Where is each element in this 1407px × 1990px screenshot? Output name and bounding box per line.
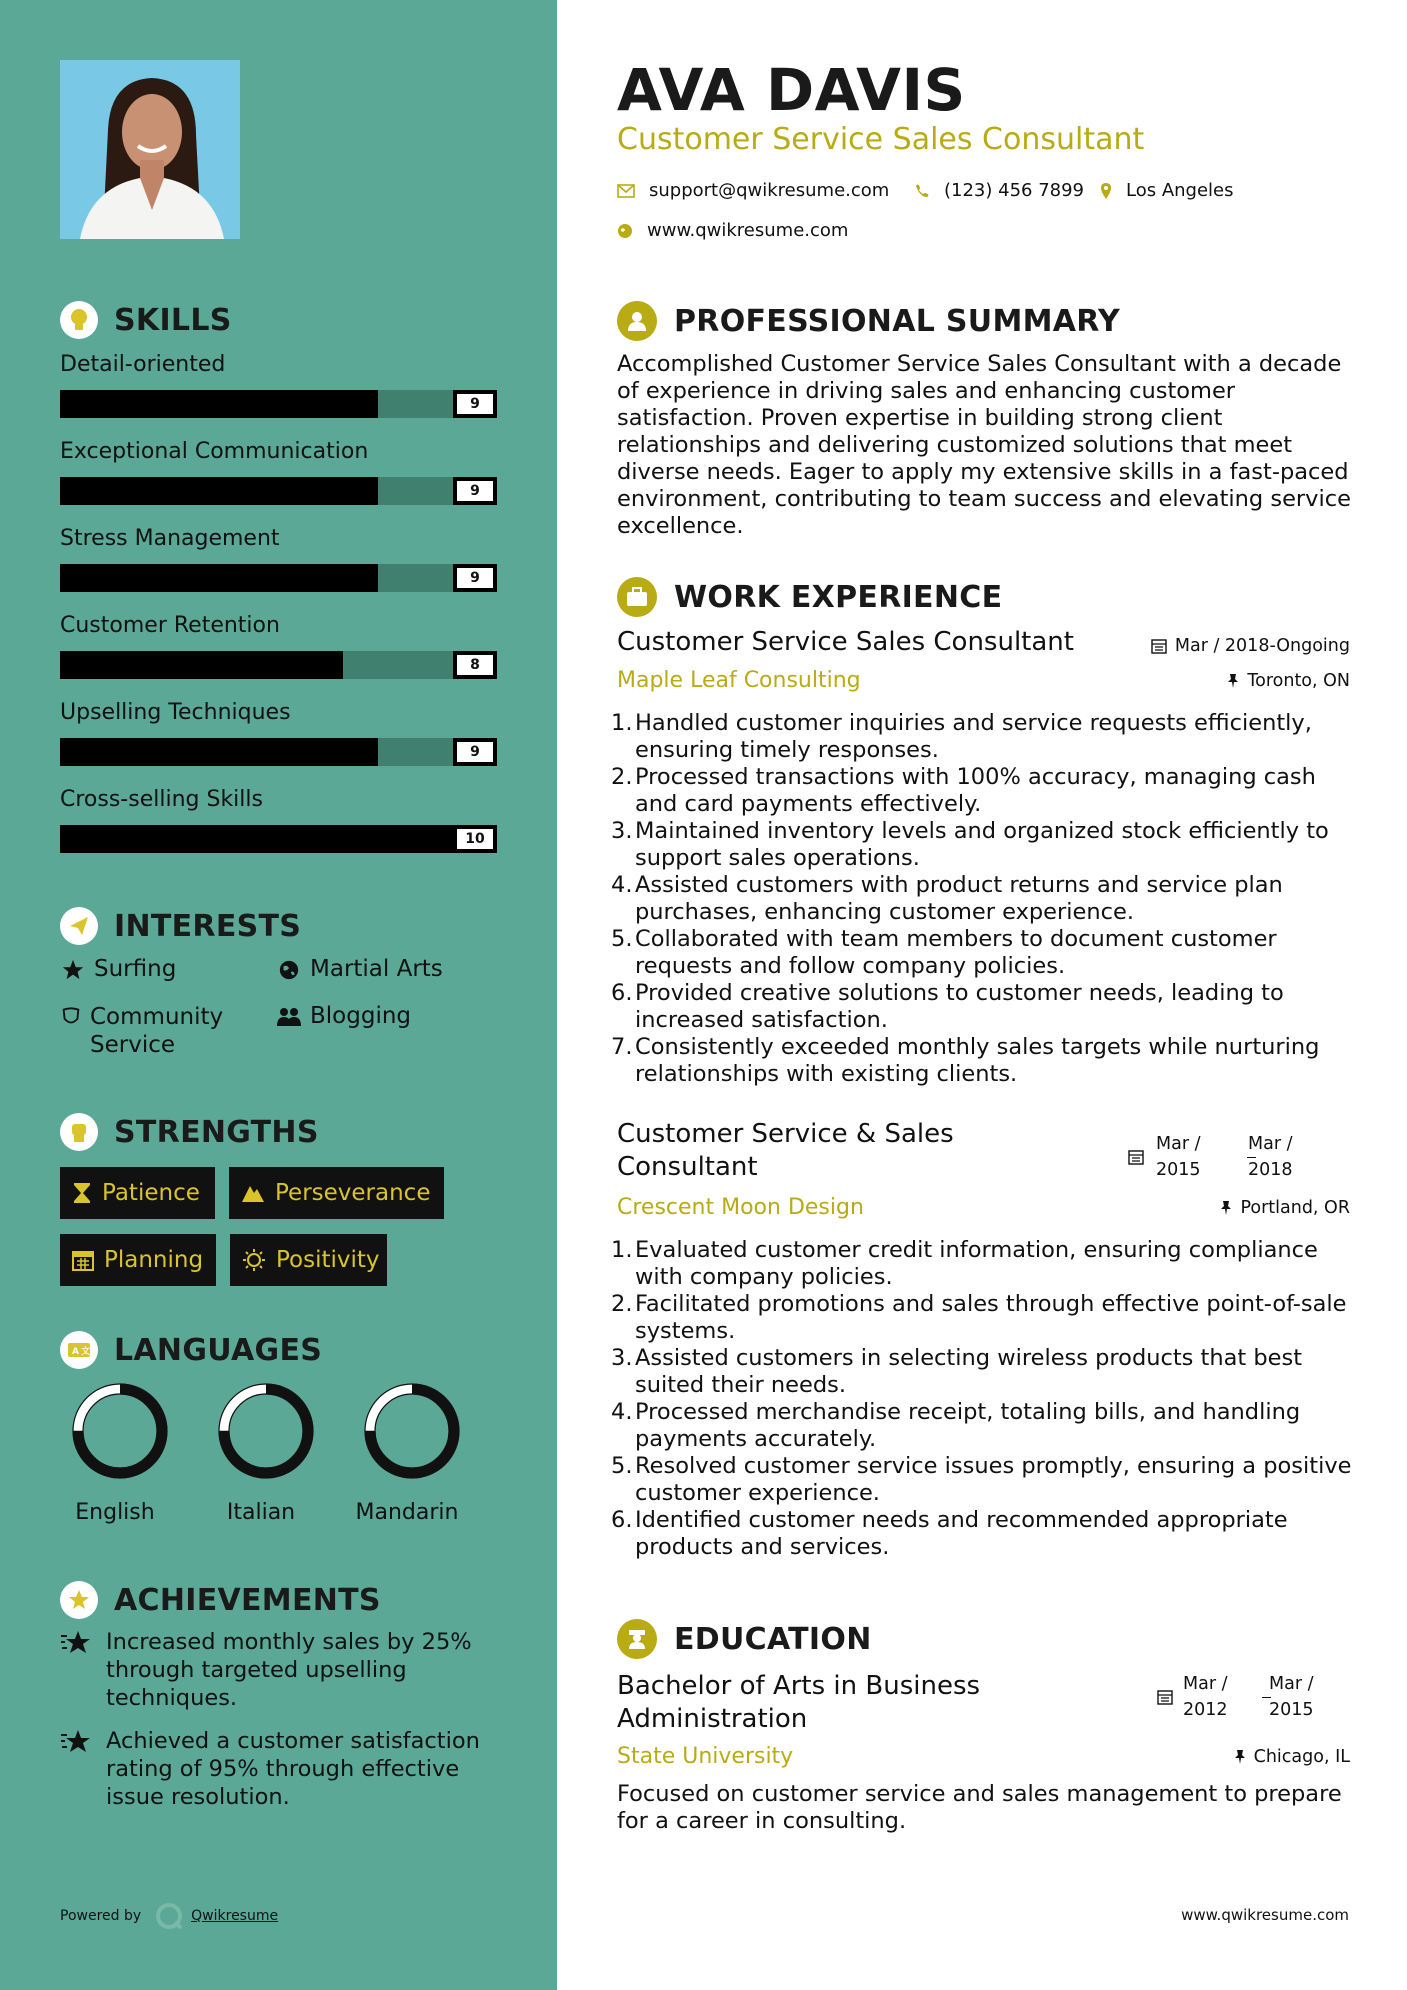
lightbulb-icon [60, 301, 98, 339]
education-text: Focused on customer service and sales management to prepare for a career in consulting. [617, 1781, 1342, 1834]
job-bullet-list [611, 710, 1356, 1088]
pin-icon [1220, 1200, 1232, 1216]
degree-title: Bachelor of Arts in Business Administration [617, 1671, 981, 1734]
paper-plane-icon [60, 907, 98, 945]
job-bullet: Collaborated with team members to document customer requests and follow company policies. [635, 926, 1277, 979]
skill-bar [60, 477, 497, 505]
shield-icon [60, 1003, 82, 1028]
job-bullet: Maintained inventory levels and organized stock efficiently to support sales operations. [635, 818, 1329, 871]
strength-badge: Perseverance [229, 1167, 444, 1219]
skill-score-badge [453, 651, 497, 679]
svg-text:文: 文 [81, 1347, 91, 1357]
job-location: Portland, OR [1220, 1198, 1350, 1218]
job-title: Customer Service Sales Consultant [617, 627, 1074, 657]
job-bullet: Identified customer needs and recommended appropriate products and services. [635, 1507, 1288, 1560]
strength-badge: Planning [60, 1234, 216, 1286]
language-ring [347, 1371, 477, 1495]
strength-badge: Positivity [230, 1234, 387, 1286]
skill-bar-fill [60, 651, 343, 679]
strength-badge: Patience [60, 1167, 215, 1219]
skill-bar [60, 390, 497, 418]
user-icon [617, 301, 657, 341]
language-name: English [75, 1500, 155, 1525]
powered-by: Powered by Qwikresume [60, 1902, 278, 1930]
map-pin-icon [1100, 182, 1112, 200]
job-bullet: Processed merchandise receipt, totaling bills, and handling payments accurately. [635, 1399, 1301, 1452]
school-name: State University [617, 1744, 794, 1769]
users-icon [276, 1003, 302, 1028]
skill-score-badge [453, 825, 497, 853]
summary-heading: PROFESSIONAL SUMMARY [617, 301, 1120, 341]
phone-icon [914, 183, 930, 199]
interest-item: Blogging [276, 1003, 411, 1029]
company-name: Maple Leaf Consulting [617, 668, 861, 693]
star-burst-icon [60, 1628, 94, 1712]
email-contact[interactable]: support@qwikresume.com [617, 180, 889, 201]
achievements-heading: ACHIEVEMENTS [60, 1581, 381, 1619]
company-name: Crescent Moon Design [617, 1195, 864, 1220]
job-bullet: Resolved customer service issues promptly, ensuring a positive customer experience. [635, 1453, 1352, 1506]
skill-bar [60, 564, 497, 592]
calendar-icon [1151, 638, 1167, 654]
language-icon [60, 1331, 98, 1369]
globe-icon [276, 956, 302, 981]
languages-heading: A 文 LANGUAGES [60, 1331, 322, 1369]
education-heading: EDUCATION [617, 1619, 872, 1659]
phone-contact[interactable]: (123) 456 7899 [914, 180, 1084, 201]
calendar-icon [1128, 1149, 1144, 1165]
skill-bar-fill [60, 564, 378, 592]
job-dates [1128, 1149, 1152, 1165]
graduate-icon [617, 1619, 657, 1659]
skill-bar [60, 738, 497, 766]
skill-bar-fill [60, 477, 378, 505]
skill-name: Cross-selling Skills [60, 787, 263, 812]
skill-score: 9 [455, 566, 495, 590]
job-bullet: Evaluated customer credit information, ensuring compliance with company policies. [635, 1237, 1318, 1290]
interests-heading: INTERESTS [60, 907, 301, 945]
calendar-icon [72, 1249, 94, 1271]
skill-bar-fill [60, 390, 378, 418]
skill-name: Exceptional Communication [60, 439, 369, 464]
job-bullet: Handled customer inquiries and service requests efficiently, ensuring timely responses. [635, 710, 1312, 763]
globe-icon [617, 223, 633, 239]
achievement-item: Increased monthly sales by 25% through targeted upselling techniques. [60, 1628, 500, 1712]
job-bullet: Provided creative solutions to customer needs, leading to increased satisfaction. [635, 980, 1284, 1033]
envelope-icon [617, 184, 635, 198]
footer-url[interactable]: www.qwikresume.com [1181, 1906, 1349, 1924]
skill-score: 8 [455, 653, 495, 677]
language-ring [55, 1371, 185, 1495]
pin-icon [1227, 673, 1239, 689]
summary-text: Accomplished Customer Service Sales Consultant with a decade of experience in driving sales and enhancing customer satisfaction. Proven expertise in building strong client relationships and delivering customized solutions that meet diverse needs. Eager to apply my extensive skills in a fast-paced environment, contributing to team success and elevating service excellence. [617, 351, 1351, 539]
skill-score-badge [453, 477, 497, 505]
date-separator [1247, 1157, 1256, 1158]
skills-heading: SKILLS [60, 301, 232, 339]
star-burst-icon [60, 1727, 94, 1811]
job-title: Customer Service & Sales Consultant [617, 1119, 954, 1182]
job-bullet: Facilitated promotions and sales through effective point-of-sale systems. [635, 1291, 1347, 1344]
skill-score: 10 [455, 827, 495, 851]
strengths-heading: STRENGTHS [60, 1113, 319, 1151]
pin-icon [1234, 1749, 1246, 1765]
education-dates [1157, 1689, 1181, 1705]
education-start-date: Mar / 2012 [1183, 1674, 1228, 1720]
job-bullet-list [611, 1237, 1356, 1561]
education-location: Chicago, IL [1234, 1747, 1350, 1767]
job-end-date: Mar / 2018 [1248, 1134, 1293, 1180]
skill-score: 9 [455, 740, 495, 764]
profile-photo [60, 60, 240, 239]
interest-item: Surfing [60, 956, 176, 982]
fist-icon [60, 1113, 98, 1151]
job-bullet: Consistently exceeded monthly sales targets while nurturing relationships with existing clients. [635, 1034, 1320, 1087]
job-bullet: Assisted customers in selecting wireless products that best suited their needs. [635, 1345, 1303, 1398]
star-icon [60, 956, 86, 981]
candidate-role: Customer Service Sales Consultant [617, 122, 1145, 157]
language-ring [201, 1371, 331, 1495]
skill-bar-fill [60, 738, 378, 766]
qwikresume-logo-icon [155, 1902, 183, 1930]
hourglass-icon [72, 1182, 92, 1204]
skill-name: Stress Management [60, 526, 280, 551]
calendar-icon [1157, 1689, 1173, 1705]
briefcase-icon [617, 577, 657, 617]
skill-score: 9 [455, 392, 495, 416]
qwikresume-link[interactable]: Qwikresume [191, 1908, 279, 1924]
job-location: Toronto, ON [1227, 671, 1350, 691]
achievement-item: Achieved a customer satisfaction rating of 95% through effective issue resolution. [60, 1727, 500, 1811]
skill-bar-fill [60, 825, 497, 853]
skill-score-badge [453, 738, 497, 766]
location-contact: Los Angeles [1100, 180, 1234, 201]
mountain-icon [241, 1183, 265, 1203]
skill-score-badge [453, 390, 497, 418]
date-separator [1262, 1697, 1271, 1698]
language-name: Mandarin [355, 1500, 459, 1525]
sun-icon [242, 1248, 266, 1272]
skill-score-badge [453, 564, 497, 592]
skill-name: Customer Retention [60, 613, 280, 638]
skill-bar [60, 651, 497, 679]
skill-name: Detail-oriented [60, 352, 226, 377]
skill-bar [60, 825, 497, 853]
experience-heading: WORK EXPERIENCE [617, 577, 1002, 617]
interest-item: Community Service [60, 1003, 260, 1059]
candidate-name: AVA DAVIS [617, 56, 966, 124]
job-dates: Mar / 2018-Ongoing [1151, 636, 1350, 656]
language-name: Italian [226, 1500, 296, 1525]
skill-score: 9 [455, 479, 495, 503]
job-start-date: Mar / 2015 [1156, 1134, 1201, 1180]
medal-star-icon [60, 1581, 98, 1619]
interest-item: Martial Arts [276, 956, 443, 982]
job-bullet: Assisted customers with product returns and service plan purchases, enhancing customer experience. [635, 872, 1283, 925]
education-end-date: Mar / 2015 [1269, 1674, 1314, 1720]
svg-text:A: A [72, 1347, 79, 1357]
website-contact[interactable]: www.qwikresume.com [617, 220, 848, 241]
job-bullet: Processed transactions with 100% accuracy, managing cash and card payments effectively. [635, 764, 1316, 817]
sidebar [0, 0, 557, 1990]
skill-name: Upselling Techniques [60, 700, 291, 725]
